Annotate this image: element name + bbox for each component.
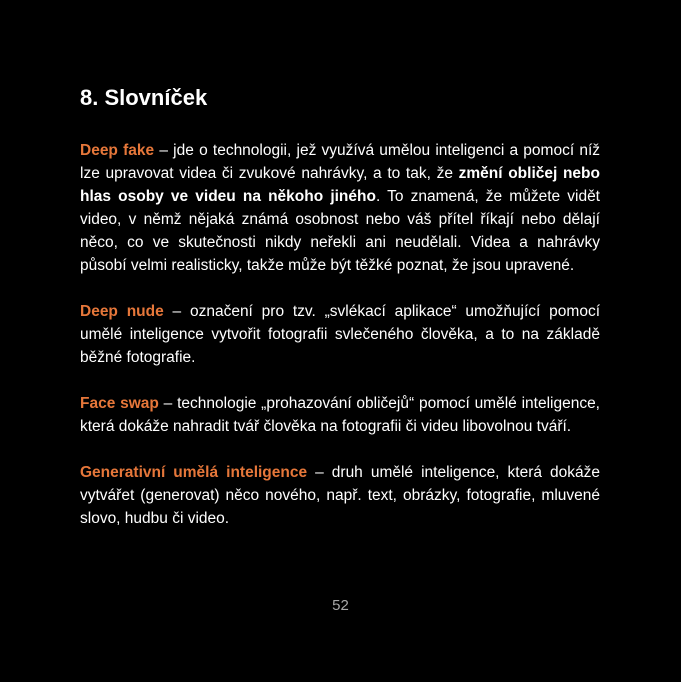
term-generative-ai: Generativní umělá inteligence (80, 464, 308, 481)
definition-generative-ai: – druh umělé inteligence, která dokáže vytvářet (generovat) něco nového, např. text, obrázky, fotografie, mluvené slovo, hudbu či video. (80, 464, 600, 527)
definition-deep-fake-emphasis: změní obličej nebo hlas osoby ve videu na někoho jiného (80, 165, 600, 205)
glossary-entry-deep-fake (80, 139, 600, 277)
glossary-entry-face-swap (80, 392, 600, 438)
glossary-entry-generative-ai (80, 461, 600, 530)
definition-deep-fake-part1: – jde o technologii, jež využívá umělou inteligenci a pomocí níž lze upravovat videa či zvukové nahrávky, a to tak, že (80, 142, 601, 182)
page-number: 52 (332, 597, 349, 614)
term-face-swap: Face swap (80, 395, 159, 412)
definition-deep-fake-part2: . To znamená, že můžete vidět video, v němž nějaká známá osobnost nebo váš přítel říkají nebo dělají něco, co ve skutečnosti nikdy neřekli ani neudělali. Videa a nahrávky působí velmi realisticky, takže může být těžké poznat, že jsou upravené. (80, 188, 600, 274)
definition-deep-nude: – označení pro tzv. „svlékací aplikace“ umožňující pomocí umělé inteligence vytvořit fotografii svlečeného člověka, a to na základě běžné fotografie. (80, 303, 600, 366)
glossary-entry-deep-nude (80, 300, 600, 369)
term-deep-fake: Deep fake (80, 142, 155, 159)
term-deep-nude: Deep nude (80, 303, 164, 320)
glossary-list (80, 139, 600, 553)
section-heading: 8. Slovníček (80, 85, 208, 110)
definition-face-swap: – technologie „prohazování obličejů“ pomocí umělé inteligence, která dokáže nahradit tvář člověka na fotografii či videu libovolnou tváří. (80, 395, 600, 435)
